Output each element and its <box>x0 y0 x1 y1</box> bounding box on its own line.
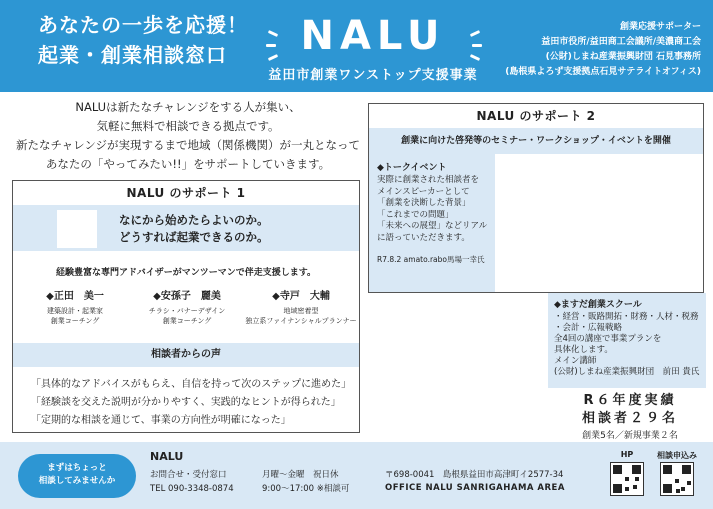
advisor-item <box>33 287 117 326</box>
startup-school-panel <box>548 293 706 388</box>
intro-text <box>14 98 362 174</box>
talk-event-line: 「創業を決断した背景」 <box>377 198 471 208</box>
support1-title: NALU のサポート 1 <box>126 186 246 200</box>
advisor-role: 建築設計・起業家 <box>47 307 103 315</box>
qr-hp-label: HP <box>620 450 634 459</box>
advisor-role: 創業コーチング <box>50 317 100 325</box>
school-heading: ◆ますだ創業スクール <box>554 300 642 310</box>
results-breakdown: 創業5名／新規事業２名 <box>582 431 678 441</box>
open-days: 月曜～金曜 祝日休 <box>262 470 339 480</box>
advisor-item <box>139 287 235 326</box>
school-line: ・会計・広報戦略 <box>554 323 623 333</box>
apply-qr-code[interactable] <box>660 462 694 496</box>
catchphrase-line2: 起業・創業相談窓口 <box>38 43 227 67</box>
footer-name: NALU <box>150 450 184 463</box>
bubble-line: まずはちょっと <box>47 463 107 473</box>
advisor-item <box>245 287 357 326</box>
voice-item: 「具体的なアドバイスがもらえ、自信を持って次のステップに進めた」 <box>31 379 352 390</box>
voice-list <box>31 376 351 430</box>
advisor-heading: 経験豊富な専門アドバイザーがマンツーマンで伴走支援します。 <box>55 268 317 278</box>
logo-block <box>263 12 483 83</box>
advisor-name: ◆安孫子 麗美 <box>153 291 221 302</box>
supporter-line: (公財)しまね産業振興財団 石見事務所 <box>545 52 701 62</box>
intro-line: あなたの「やってみたい!!」をサポートしていきます。 <box>45 157 331 171</box>
voice-heading: 相談者からの声 <box>13 343 359 367</box>
school-line: (公財)しまね産業振興財団 前田 貴氏 <box>554 367 700 377</box>
talk-event-line: メインスピーカーとして <box>377 186 470 197</box>
bubble-line: 相談してみませんか <box>38 476 116 486</box>
school-line: ・経営・販路開拓・財務・人材・税務 <box>554 312 699 322</box>
supporter-line: 益田市役所/益田商工会議所/美濃商工会 <box>541 37 701 47</box>
advisor-name: ◆寺戸 大輔 <box>272 291 330 302</box>
footer-office-name: OFFICE NALU SANRIGAHAMA AREA <box>385 483 565 493</box>
advisor-role: 独立系ファイナンシャルプランナー <box>245 317 357 325</box>
voice-item: 「経験談を交えた説明が分かりやすく、実践的なヒントが得られた」 <box>31 397 341 408</box>
results-title: R６年度実績 <box>583 393 677 408</box>
contact-phone[interactable]: TEL 090-3348-0874 <box>150 484 234 494</box>
support2-title: NALU のサポート 2 <box>476 109 596 123</box>
talk-event-line: 実際に創業された相談者を <box>377 175 480 185</box>
event-photo <box>503 160 615 280</box>
open-hours: 9:00～17:00 ※相談可 <box>262 484 350 494</box>
footer-address: 〒698-0041 島根県益田市高津町イ2577-34 <box>385 470 564 480</box>
nalu-logo: NALU <box>300 13 446 59</box>
qr-apply-label: 相談申込み <box>657 451 697 460</box>
header-banner <box>0 0 713 92</box>
footer-hours <box>262 468 349 496</box>
talk-event-line: 「未来への展望」などリアル <box>377 221 488 231</box>
advisor-role: 地域密着型 <box>283 307 319 315</box>
intro-line: NALUは新たなチャレンジをする人が集い、 <box>75 100 301 114</box>
talk-event-credit: R7.8.2 amato.rabo馬場一幸氏 <box>377 255 485 264</box>
tagline: 益田市創業ワンストップ支援事業 <box>268 68 478 83</box>
talk-event-line: 「これまでの問題」 <box>377 209 454 220</box>
header-catchphrase <box>38 10 248 70</box>
voice-item: 「定期的な相談を通じて、事業の方向性が明確になった」 <box>31 415 291 426</box>
talk-event-panel <box>369 154 495 292</box>
supporter-list <box>505 20 701 80</box>
support1-box <box>12 180 360 433</box>
consult-bubble <box>18 454 136 498</box>
intro-line: 気軽に無料で相談できる拠点です。 <box>96 119 280 133</box>
school-line: 全4回の講座で事業プランを <box>554 334 662 344</box>
supporter-line: (島根県よろず支援拠点石見サテライトオフィス) <box>505 67 701 77</box>
question-line: なにから始めたらよいのか。 <box>119 213 269 227</box>
hp-qr-code[interactable] <box>610 462 644 496</box>
question-illustration <box>57 210 97 248</box>
results-count: 相談者２９名 <box>581 411 678 426</box>
support2-band: 創業に向けた啓発等のセミナー・ワークショップ・イベントを開催 <box>369 128 703 154</box>
support2-box <box>368 103 704 293</box>
supporter-heading: 創業応援サポーター <box>619 22 701 32</box>
advisor-list <box>13 287 359 331</box>
question-line: どうすれば起業できるのか。 <box>119 230 269 244</box>
school-line: メイン講師 <box>554 356 597 366</box>
catchphrase-line1: あなたの一歩を応援！ <box>38 13 248 37</box>
talk-event-heading: ◆トークイベント <box>377 163 447 173</box>
footer <box>0 442 713 509</box>
advisor-name: ◆正田 美一 <box>46 291 104 302</box>
support1-question-band <box>13 205 359 251</box>
talk-event-line: に語っていただきます。 <box>377 232 470 243</box>
advisor-role: チラシ・バナーデザイン <box>148 307 226 315</box>
school-line: 具体化します。 <box>554 345 613 355</box>
intro-line: 新たなチャレンジが実現するまで地域（関係機関）が一丸となって <box>15 138 361 152</box>
results-block <box>555 392 705 443</box>
advisor-role: 創業コーチング <box>162 317 212 325</box>
contact-label: お問合せ・受付窓口 <box>150 470 227 480</box>
question-text <box>119 212 269 246</box>
footer-contact <box>150 468 234 496</box>
